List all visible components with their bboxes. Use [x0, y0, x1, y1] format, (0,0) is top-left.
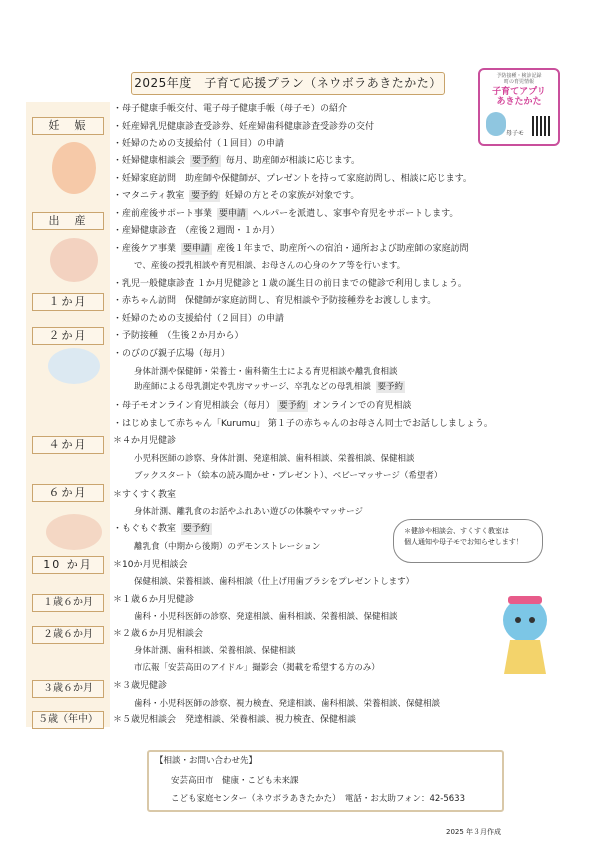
age-1y6m: １歳６か月	[32, 594, 104, 612]
service-line	[113, 190, 580, 202]
contact-heading: 【相談・お問い合わせ先】	[155, 756, 258, 766]
page-title: 2025年度 子育て応援プラン（ネウボラあきたかた）	[131, 72, 445, 95]
service-line: 市広報「安芸高田のアイドル」撮影会（掲載を希望する方のみ）	[134, 663, 380, 673]
service-text: ・妊婦健康相談会	[113, 156, 188, 166]
service-line	[113, 400, 580, 412]
age-10-month: 10 か月	[32, 556, 104, 574]
service-text: 妊婦の方とその家族が対象です。	[222, 191, 360, 201]
service-line: ＊５歳児相談会 発達相談、栄養相談、視力検査、保健相談	[113, 715, 357, 725]
service-line: 歯科・小児科医師の診察、視力検査、発達相談、歯科相談、栄養相談、保健相談	[134, 699, 441, 709]
service-line: 保健相談、栄養相談、歯科相談（仕上げ用歯ブラシをプレゼントします）	[134, 577, 415, 587]
contact-department: 安芸高田市 健康・こども未来課	[171, 776, 299, 786]
service-text: オンラインでの育児相談	[309, 401, 412, 411]
service-line: 身体計測や保健師・栄養士・歯科衛生士による育児相談や離乳食相談	[134, 367, 398, 377]
age-3y6m: ３歳６か月	[32, 680, 104, 698]
age-4-month: ４か月	[32, 436, 104, 454]
parent-child-icon	[46, 514, 102, 550]
created-date: 2025 年３月作成	[446, 828, 502, 836]
service-line: ・妊産婦乳児健康診査受診券、妊産婦歯科健康診査受診券の交付	[113, 122, 375, 132]
contact-center: こども家庭センター（ネウボラあきたかた） 電話・お太助フォン：42-5633	[171, 794, 466, 804]
age-birth: 出 産	[32, 212, 104, 230]
service-line: ・産婦健康診査 （産後２週間・１か月）	[113, 226, 280, 236]
service-text: ヘルパーを派遣し、家事や育児をサポートします。	[249, 209, 459, 219]
reservation-tag: 要申請	[218, 209, 246, 219]
service-line: ＊１歳６か月児健診	[113, 595, 195, 605]
service-line: ・母子健康手帳交付、電子母子健康手帳（母子モ）の紹介	[113, 104, 348, 114]
service-line: 身体計測、歯科相談、栄養相談、保健相談	[134, 646, 296, 656]
age-6-month: ６か月	[32, 484, 104, 502]
service-line: 身体計測、離乳食のお話やふれあい遊びの体験やマッサージ	[134, 507, 363, 517]
age-pregnancy: 妊 娠	[32, 117, 104, 135]
notice-line-2: 個人通知や母子モでお知らせします！	[404, 538, 523, 546]
reservation-tag: 要申請	[182, 244, 210, 254]
age-2y6m: ２歳６か月	[32, 626, 104, 644]
service-text: ・もぐもぐ教室	[113, 524, 179, 534]
service-text: ・マタニティ教室	[113, 191, 188, 201]
service-line	[113, 208, 580, 220]
service-text: 助産師による母乳測定や乳房マッサージ、卒乳などの母乳相談	[134, 382, 374, 392]
mascot-icon	[490, 590, 560, 676]
service-text: 産後１年まで、助産所への宿泊・通所および助産師の家庭訪問	[213, 244, 469, 254]
service-text: ・母子モオンライン育児相談会（毎月）	[113, 401, 275, 411]
service-text: ・産後ケア事業	[113, 244, 179, 254]
service-line: ＊すくすく教室	[113, 490, 177, 500]
notice-line-1: ＊健診や相談会、すくすく教室は	[404, 527, 509, 535]
service-line: ・予防接種 （生後２か月から）	[113, 331, 244, 341]
logo-app-name: 子育てアプリ あきたかた	[492, 87, 546, 107]
notice-bubble	[393, 519, 543, 563]
logo-caption: 予防接種・検診記録 町の育児情報	[496, 73, 542, 85]
service-line: ・妊婦家庭訪問 助産師や保健師が、プレゼントを持って家庭訪問し、相談に応じます。	[113, 174, 472, 184]
service-line	[113, 155, 580, 167]
pregnant-woman-icon	[52, 142, 96, 194]
service-line: 離乳食（中期から後期）のデモンストレーション	[134, 542, 321, 552]
service-line	[113, 243, 580, 255]
service-line: 小児科医師の診察、身体計測、発達相談、歯科相談、栄養相談、保健相談	[134, 454, 415, 464]
logo-label: 母子モ	[506, 130, 525, 137]
reservation-tag: 要予約	[191, 191, 219, 201]
baby-bath-icon	[48, 348, 100, 384]
service-line: ＊４か月児健診	[113, 436, 177, 446]
service-line: ・赤ちゃん訪問 保健師が家庭訪問し、育児相談や予防接種券をお渡しします。	[113, 296, 437, 306]
reservation-tag: 要予約	[377, 382, 404, 392]
age-5y: ５歳（年中）	[32, 711, 104, 729]
age-2-month: ２か月	[32, 327, 104, 345]
service-line: ・妊婦のための支援給付（２回目）の申請	[113, 314, 285, 324]
reservation-tag: 要予約	[278, 401, 306, 411]
service-line: ・妊婦のための支援給付（１回目）の申請	[113, 139, 285, 149]
age-1-month: １か月	[32, 293, 104, 311]
service-line: ＊10か月児相談会	[113, 560, 188, 570]
contact-box	[147, 750, 504, 812]
reservation-tag: 要予約	[182, 524, 210, 534]
service-line: ・はじめまして赤ちゃん「Kurumu」 第１子の赤ちゃんのお母さん同士でお話ししましょう。	[113, 419, 493, 429]
mother-baby-icon	[50, 238, 98, 282]
service-line: ＊２歳６か月児相談会	[113, 629, 204, 639]
service-line: ・のびのび親子広場（毎月）	[113, 349, 231, 359]
service-line: ・乳児一般健康診査 １か月児健診と１歳の誕生日の前日までの健診で利用しましょう。	[113, 279, 467, 289]
service-text: ・産前産後サポート事業	[113, 209, 215, 219]
service-line	[134, 381, 580, 393]
service-text: 毎月、助産師が相談に応じます。	[222, 156, 361, 166]
service-line: ＊３歳児健診	[113, 681, 168, 691]
service-line: 歯科・小児科医師の診察、発達相談、歯科相談、栄養相談、保健相談	[134, 612, 398, 622]
service-line: で、産後の授乳相談や育児相談、お母さんの心身のケア等を行います。	[134, 261, 406, 271]
service-line: ブックスタート（絵本の読み聞かせ・プレゼント）、ベビーマッサージ（希望者）	[134, 471, 443, 481]
reservation-tag: 要予約	[191, 156, 219, 166]
